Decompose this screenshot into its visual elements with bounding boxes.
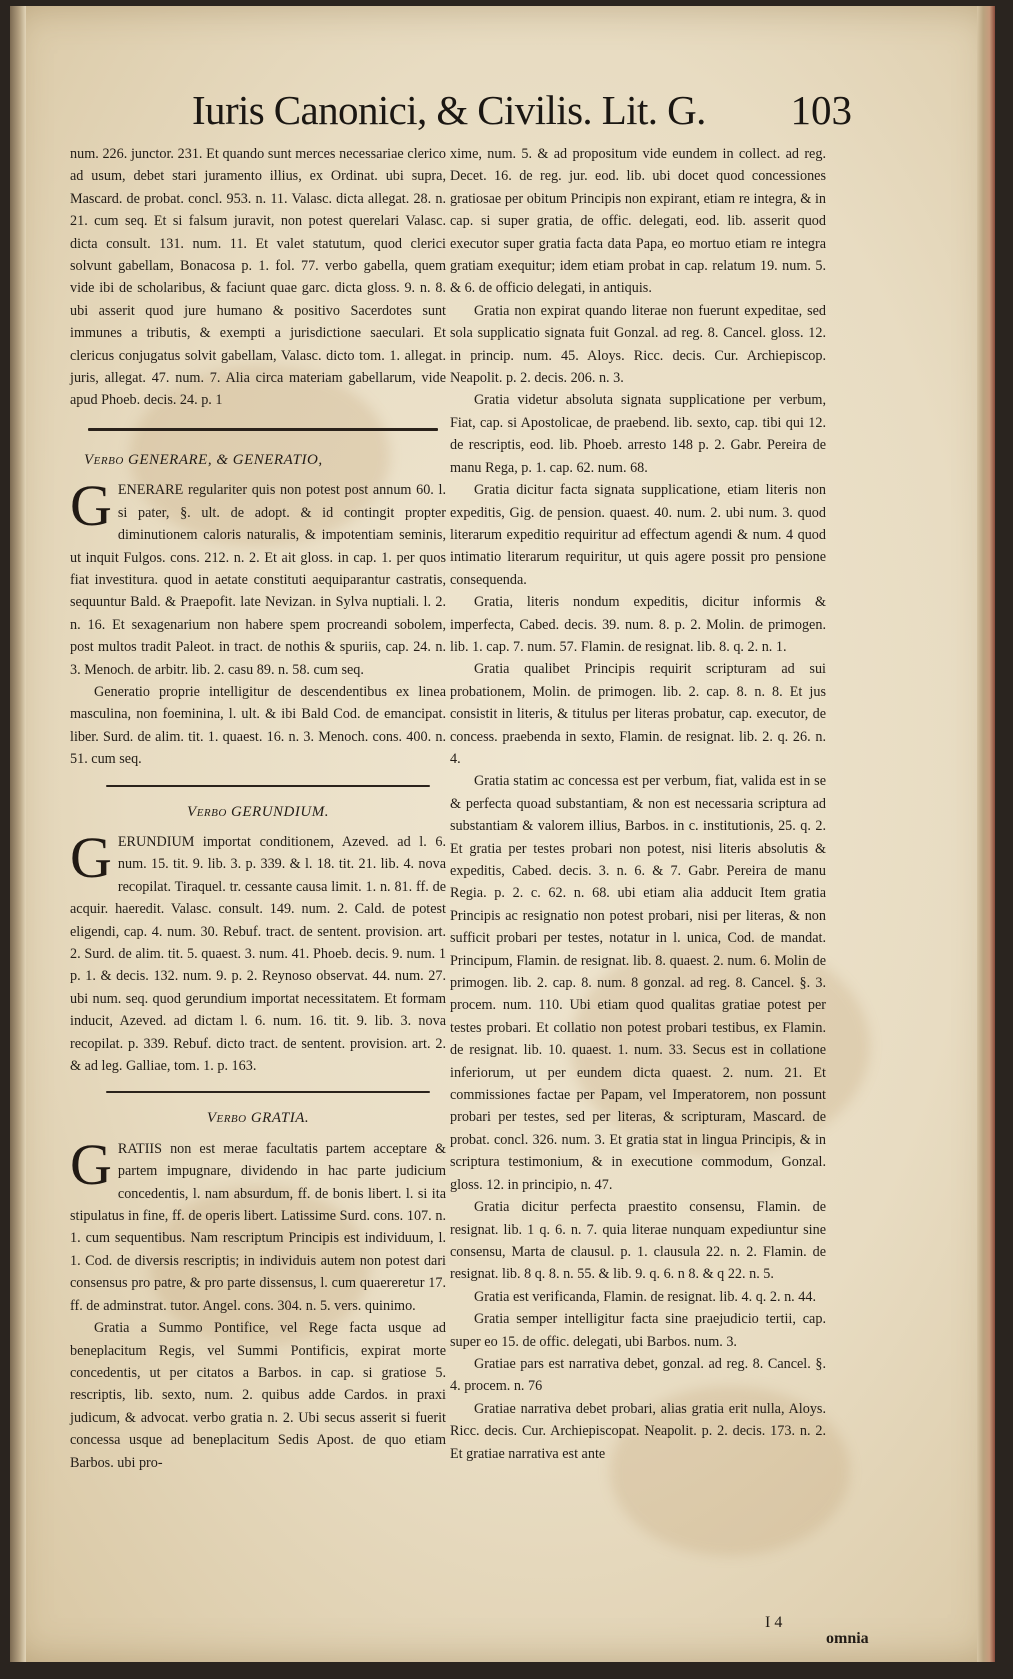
generare-text: ENERARE regulariter quis non potest post annum 60. l. si pater, §. ult. de adopt. & id contingit propter diminutionem caloris naturalis, & impotentiam seminis, ut inquit Fulgos. cons. 212. n. 2. Et ait gloss. in cap. 1. per quos fiat investitura. quod in aetate constituti aequiparantur castratis, sequuntur Bald. & Praepofit. late Nevizan. in Sylva nuptiali. l. 2. n. 16. Et sexagenarium non habere spem procreandi sobolem, post multos tradit Paleot. in tract. de nothis & spuriis, cap. 24. n. 3. Menoch. de arbitr. lib. 2. casu 89. n. 58. cum seq. bbox=[70, 482, 446, 678]
paragraph-gerundium bbox=[70, 824, 446, 1077]
paragraph-qualibet: Gratia qualibet Principis requirit scripturam ad sui probationem, Molin. de primogen. lib. 2. cap. 8. n. 8. Et jus consistit in literis, & titulus per literas probatur, cap. executor, de concess. praebenda in sexto, Flamin. de resignat. lib. 2. q. 26. n. 4. bbox=[450, 661, 826, 767]
paragraph-intro: num. 226. junctor. 231. Et quando sunt merces necessariae clerico ad usum, debet stari juramento illius, ex Ordinat. ubi supra, Mascard. de probat. concl. 953. n. 11. Valasc. dicta allegat. 28. n. 21. cum seq. Et si falsum juravit, non potest querelari Valasc. dicta consult. 131. num. 11. Et valet statutum, quod clerici solvunt gabellam, Bonacosa p. 1. fol. 77. verbo gabella, quem vide ibi de scholaribus, & faciunt quae garc. dicta gloss. 9. n. 8. ubi asserit quod jure humano & positivo Sacerdotes sunt immunes a tributis, & exempti a jurisdictione saeculari. Et clericus conjugatus solvit gabellam, Valasc. dicto tom. 1. allegat. juris, allegat. 47. num. 7. Alia circa materiam gabellarum, vide apud Phoeb. decis. 24. p. 1 bbox=[70, 146, 446, 409]
paragraph-perfecta: Gratia dicitur perfecta praestito consensu, Flamin. de resignat. lib. 1 q. 6. n. 7. quia literae nunquam expediuntur sine consensu, Marta de clausul. p. 1. clausula 22. n. 2. Flamin. de resignat. lib. 8 q. 8. n. 55. & lib. 9. q. 6. n 8. & q 22. n. 5. bbox=[450, 1199, 826, 1283]
page-number: 103 bbox=[790, 87, 852, 133]
paragraph-generare bbox=[70, 473, 446, 681]
heading-gratia: Verbo GRATIA. bbox=[206, 1110, 310, 1127]
gerundium-text: ERUNDIUM importat conditionem, Azeved. ad l. 6. num. 15. tit. 9. lib. 3. p. 339. & l. 18. tit. 21. lib. 4. nova recopilat. Tiraquel. tr. cessante causa limit. 1. n. 81. ff. de acquir. haeredit. Valasc. consult. 149. num. 2. Cald. de potest eligendi, cap. 4. num. 30. Rebuf. tract. de sentent. provision. art. 2. Surd. de alim. tit. 5. quaest. 3. num. 41. Phoeb. decis. 9. num. 1 p. 1. & decis. 132. num. 9. p. 2. Reynoso observat. 44. num. 27. ubi num. seq. quod gerundium importat necessitatem. Et formam inducit, Azeved. ad dictam l. 6. num. 16. tit. 9. lib. 3. nova recopilat. p. 339. Rebuf. dicto tract. de sentent. provision. art. 2. & ad leg. Galliae, tom. 1. p. 163. bbox=[70, 833, 446, 1075]
paragraph-narrativa: Gratiae pars est narrativa debet, gonzal. ad reg. 8. Cancel. §. 4. procem. n. 76 bbox=[450, 1355, 826, 1395]
paragraph-gratia-summo: Gratia a Summo Pontifice, vel Rege facta usque ad beneplacitum Regis, vel Summi Pontificis, expirat morte concedentis, ut per citatos a Barbos. in cap. si gratiose 5. rescriptis, lib. sexto, num. 2. quibus adde Cardos. in praxi judicum, & advocat. verbo gratia n. 2. Ubi secus asserit si fuerit concessa usque ad beneplacitum Sedis Apost. de quo etiam Barbos. ubi pro- bbox=[70, 1320, 446, 1471]
header-title: Iuris Canonici, & Civilis. Lit. G. bbox=[192, 87, 706, 133]
paragraph-probari: Gratiae narrativa debet probari, alias gratia erit nulla, Aloys. Ricc. decis. Cur. Archiepiscopat. Neapolit. p. 2. decis. 173. n. 2. Et gratiae narrativa est ante bbox=[450, 1400, 826, 1462]
paragraph-gratia bbox=[70, 1131, 446, 1317]
paragraph-facta: Gratia dicitur facta signata supplicatione, etiam literis non expeditis, Gig. de pension. quaest. 40. num. 2. ubi num. 3. quod literarum expeditio requiritur ad effectum agendi & num. 4 quod intimatio literarum requiritur, ut quis agere possit pro pensione consequenda. bbox=[450, 482, 826, 588]
catchword: omnia bbox=[826, 1630, 869, 1647]
drop-cap: G bbox=[70, 824, 112, 890]
drop-cap: G bbox=[70, 473, 112, 539]
gratia-text: RATIIS non est merae facultatis partem acceptare & partem impugnare, dividendo in hac parte judicium concedentis, l. nam absurdum, ff. de bonis libert. l. si ita stipulatus in fine, ff. de operis libert. Latissime Surd. cons. 107. n. 1. cum sequentibus. Nam rescriptum Principis est individuum, l. 1. Cod. de diversis rescriptis; in individuis autem non potest dari consensus pro patre, & pro parte dissensus, l. cum quaereretur 17. ff. de adminstrat. tutor. Angel. cons. 304. n. 5. vers. quinimo. bbox=[70, 1140, 446, 1314]
paragraph-tertii: Gratia semper intelligitur facta sine praejudicio tertii, cap. super eo 15. de offic. delegati, ubi Barbos. num. 3. bbox=[450, 1311, 826, 1350]
paragraph-generatio: Generatio proprie intelligitur de descendentibus ex linea masculina, non foeminina, l. ult. & ibi Bald Cod. de emancipat. liber. Surd. de alim. tit. 1. quaest. 16. n. 3. Menoch. cons. 400. n. 51. cum seq. bbox=[70, 683, 446, 768]
running-header bbox=[192, 84, 852, 136]
paragraph-verificanda: Gratia est verificanda, Flamin. de resignat. lib. 4. q. 2. n. 44. bbox=[474, 1288, 816, 1305]
heading-generare: Verbo GENERARE, & GENERATIO, bbox=[84, 451, 323, 468]
paragraph-statim: Gratia statim ac concessa est per verbum, fiat, valida est in se & perfecta quoad substantiam, & non est necessaria scriptura ad substantiam & valorem illius, Barbos. in c. institutionis, 25. q. 2. Et gratia per testes probari non potest, nisi literis absolutis & expeditis, Cabed. decis. 3. n. 6. & 7. Gabr. Pereira de manu Regia. p. 2. c. 62. n. 68. ubi etiam alia adducit Item gratia Principis ac resignatio non potest probari, nisi per literas, & non sufficit probari per testes, notatur in l. unica, Cod. de mandat. Principum, Flamin. de resignat. lib. 8. quaest. 2. num. 6. Molin de primogen. lib. 2. cap. 8. num. 8 gonzal. ad reg. 8. Cancel. §. 3. procem. num. 110. Ubi etiam quod qualitas gratiae potest per testes probari. Et collatio non potest probari testibus, ex Flamin. de resignat. lib. 10. quaest. 1. num. 33. Secus est in collatione inferiorum, ut per eundem dicta quaest. 2. num. 21. Et commissiones factae per Papam, vel Imperatorem, non possunt probari per testes, sed per literas, & scripturam, Mascard. de probat. concl. 326. num. 3. Et gratia stat in lingua Principis, & in scriptura testimonium, & in executione commodum, Gonzal. gloss. 12. in principio, n. 47. bbox=[450, 773, 826, 1193]
page-edge bbox=[977, 6, 995, 1662]
binding-gutter bbox=[10, 6, 26, 1662]
drop-cap: G bbox=[70, 1131, 112, 1197]
signature-mark: I 4 bbox=[765, 1614, 783, 1631]
paragraph-ximo: xime, num. 5. & ad propositum vide eundem in collect. ad reg. Decet. 16. de reg. jur. eod. lib. ubi docet quod concessiones gratiosae per obitum Principis non expirant, etiam re integra, & in cap. si super gratia, de offic. delegati, eod. lib. asserit quod executor super gratia facta data Papa, eo mortuo etiam re integra gratiam exequitur; idem etiam probat in cap. relatum 19. num. 5. & 6. de officio delegati, in antiquis. bbox=[450, 146, 826, 297]
heading-gerundium: Verbo GERUNDIUM. bbox=[187, 803, 329, 820]
paragraph-absoluta: Gratia videtur absoluta signata supplicatione per verbum, Fiat, cap. si Apostolicae, de praebend. lib. sexto, cap. tibi qui 12. de rescriptis, eod. lib. Phoeb. arresto 148 p. 2. Gabr. Pereira de manu Rega, p. 1. cap. 62. num. 68. bbox=[450, 392, 826, 476]
right-column bbox=[450, 143, 826, 1465]
paragraph-informis: Gratia, literis nondum expeditis, dicitur informis & imperfecta, Cabed. decis. 39. num. 8. p. 2. Molin. de primogen. lib. 1. cap. 7. num. 57. Flamin. de resignat. lib. 8. q. 2. n. 1. bbox=[450, 594, 826, 655]
section-divider bbox=[88, 428, 438, 431]
section-divider bbox=[106, 1091, 430, 1093]
paragraph-non-expirat: Gratia non expirat quando literae non fuerunt expeditae, sed sola supplicatio signata fuit Gonzal. ad reg. 8. Cancel. gloss. 12. in princip. num. 45. Aloys. Ricc. decis. Cur. Archiepiscop. Neapolit. p. 2. decis. 206. n. 3. bbox=[450, 302, 826, 387]
section-divider bbox=[106, 785, 430, 787]
left-column bbox=[70, 143, 446, 1474]
